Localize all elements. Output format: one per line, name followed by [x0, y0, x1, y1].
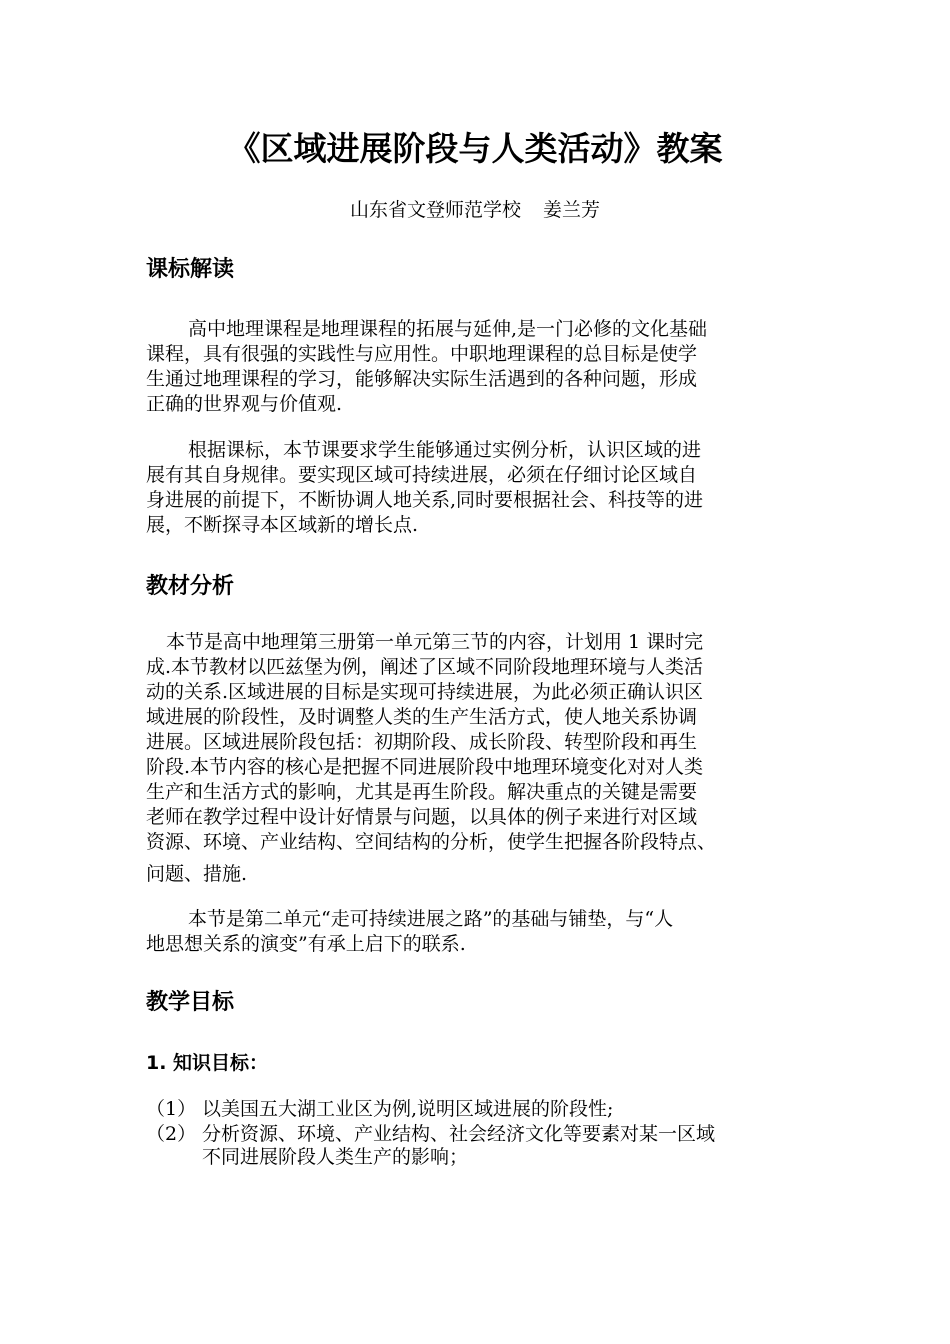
author-name: 姜兰芳 [543, 199, 601, 221]
list-item [146, 1098, 826, 1121]
section-heading-objectives: 教学目标 [146, 990, 235, 1015]
text-line: 生通过地理课程的学习，能够解决实际生活遇到的各种问题，形成 [146, 368, 698, 390]
paragraph-textbook-1 [146, 630, 806, 887]
text-line: 动的关系.区域进展的目标是实现可持续进展，为此必须正确认识区 [146, 681, 704, 703]
paragraph-curriculum-2 [146, 438, 806, 538]
text-line: 根据课标，本节课要求学生能够通过实例分析，认识区域的进 [188, 439, 702, 461]
text-line: 老师在教学过程中设计好情景与问题，以具体的例子来进行对区域 [146, 806, 698, 828]
paragraph-curriculum-1 [146, 317, 806, 417]
text-line: 正确的世界观与价值观. [146, 393, 343, 415]
text-line: 成.本节教材以匹兹堡为例，阐述了区域不同阶段地理环境与人类活 [146, 656, 704, 678]
author-line [0, 196, 950, 224]
list-item-text-continued: 不同进展阶段人类生产的影响； [202, 1146, 469, 1168]
text-line: 域进展的阶段性，及时调整人类的生产生活方式，使人地关系协调 [146, 706, 698, 728]
document-title: 《区域进展阶段与人类活动》教案 [227, 129, 723, 168]
text-line: 问题、措施. [146, 863, 248, 885]
text-line: 本节是第二单元“走可持续进展之路”的基础与铺垫，与“人 [188, 908, 674, 930]
text-line: 生产和生活方式的影响，尤其是再生阶段。解决重点的关键是需要 [146, 781, 698, 803]
text-line: 展，不断探寻本区域新的增长点. [146, 514, 419, 536]
text-line: 进展。区域进展阶段包括：初期阶段、成长阶段、转型阶段和再生 [146, 731, 698, 753]
list-item [146, 1123, 826, 1169]
text-line: 身进展的前提下，不断协调人地关系,同时要根据社会、科技等的进 [146, 489, 704, 511]
section-heading-curriculum: 课标解读 [146, 257, 235, 282]
text-line: 本节是高中地理第三册第一单元第三节的内容，计划用 1 课时完 [166, 631, 704, 653]
text-line: 地思想关系的演变”有承上启下的联系. [146, 933, 466, 955]
subheading-knowledge-objectives: 1. 知识目标： [146, 1052, 269, 1074]
text-line: 阶段.本节内容的核心是把握不同进展阶段中地理环境变化对对人类 [146, 756, 704, 778]
paragraph-textbook-2 [146, 907, 806, 957]
list-item-number: （2） [146, 1123, 197, 1145]
author-school: 山东省文登师范学校 [349, 199, 521, 221]
text-line: 资源、环境、产业结构、空间结构的分析，使学生把握各阶段特点、 [146, 831, 717, 853]
list-item-text: 以美国五大湖工业区为例,说明区域进展的阶段性; [202, 1098, 614, 1120]
list-item-number: （1） [146, 1098, 197, 1120]
list-item-text: 分析资源、环境、产业结构、社会经济文化等要素对某一区域 [202, 1123, 716, 1145]
text-line: 高中地理课程是地理课程的拓展与延伸,是一门必修的文化基础 [188, 318, 708, 340]
text-line: 展有其自身规律。要实现区域可持续进展，必须在仔细讨论区域自 [146, 464, 698, 486]
section-heading-textbook: 教材分析 [146, 574, 235, 599]
text-line: 课程，具有很强的实践性与应用性。中职地理课程的总目标是使学 [146, 343, 698, 365]
